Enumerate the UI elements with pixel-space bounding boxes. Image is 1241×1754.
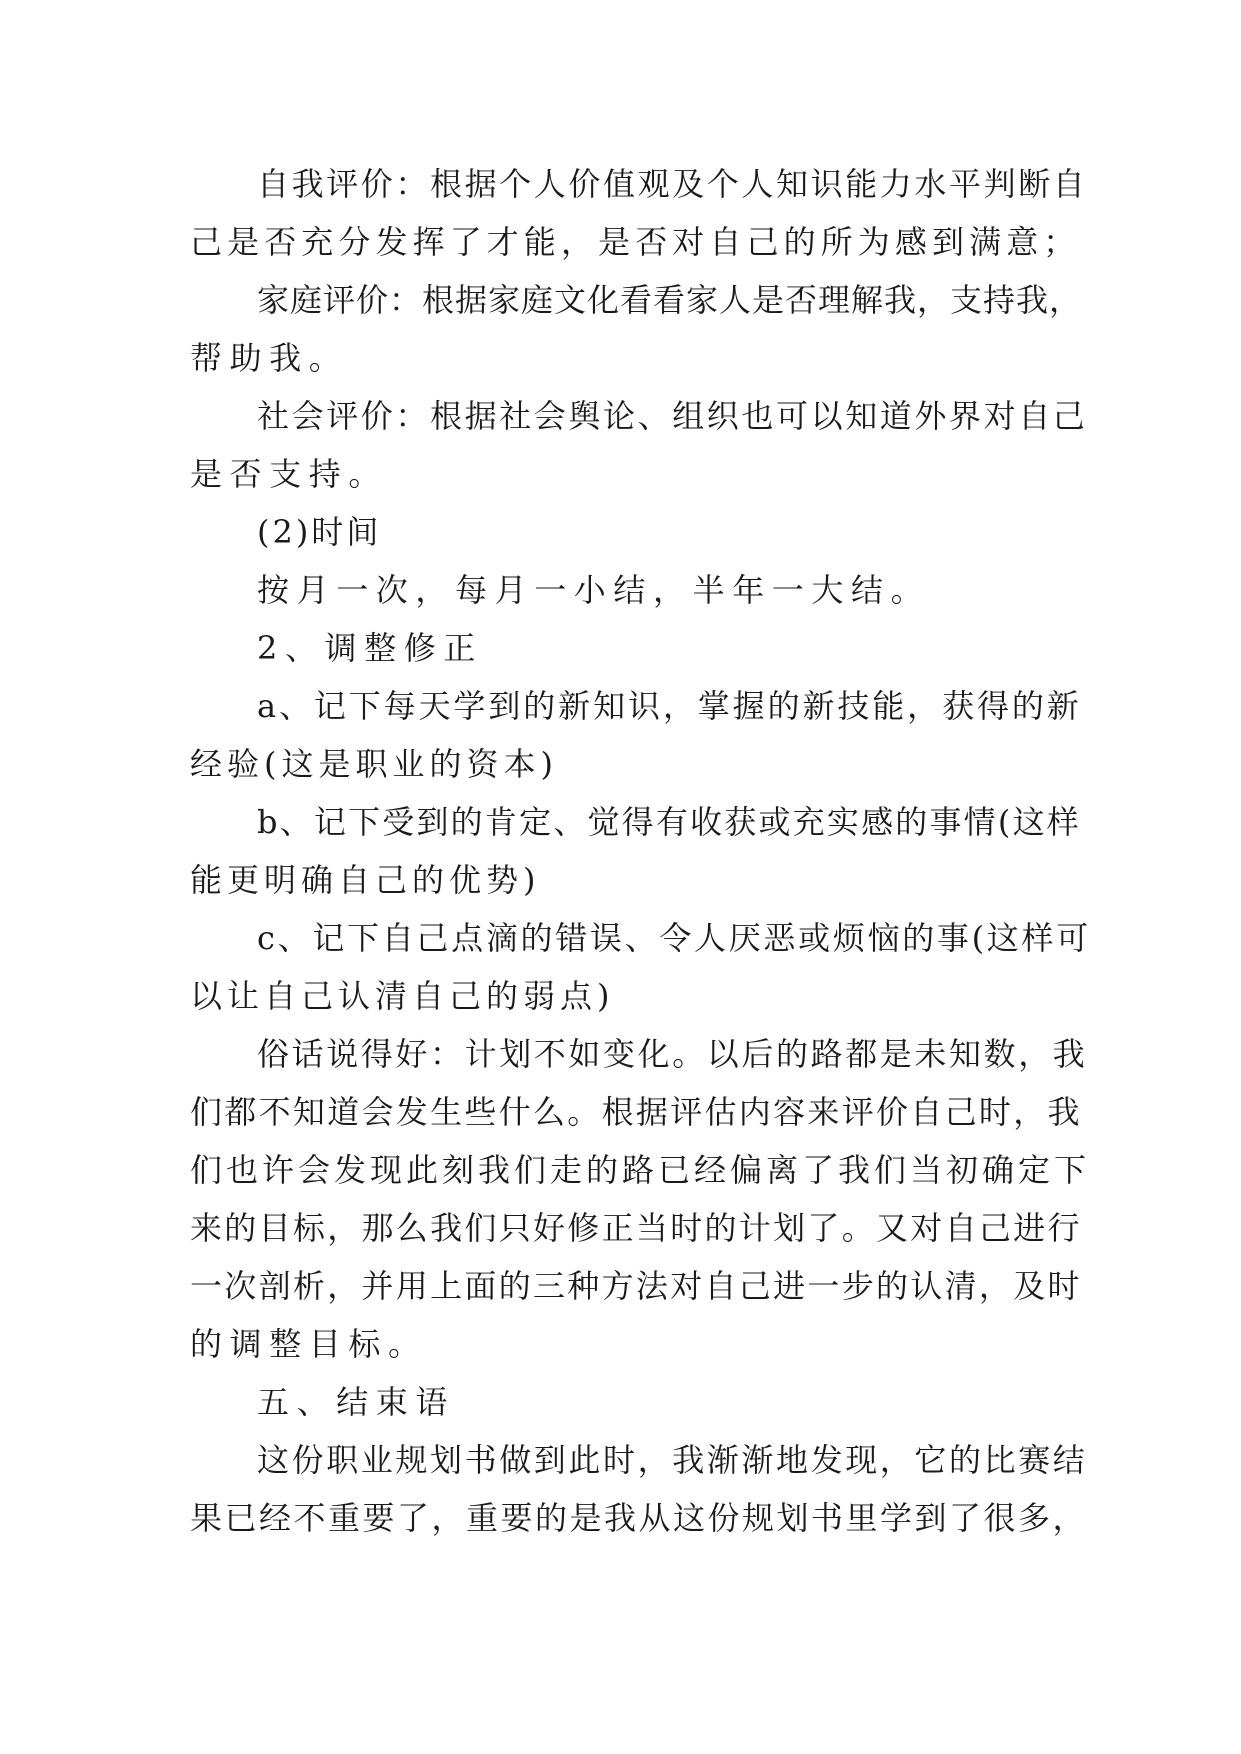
- text-line: 经验(这是职业的资本): [190, 745, 558, 783]
- text-line: 按月一次，每月一小结，半年一大结。: [257, 571, 931, 609]
- text-line: 果已经不重要了，重要的是我从这份规划书里学到了很多，: [190, 1499, 1088, 1537]
- text-line: b、记下受到的肯定、觉得有收获或充实感的事情(这样: [257, 803, 1081, 841]
- text-line: 来的目标，那么我们只好修正当时的计划了。又对自己进行: [190, 1209, 1082, 1247]
- text-line: 这份职业规划书做到此时，我渐渐地发现，它的比赛结: [257, 1441, 1088, 1479]
- text-line: 己是否充分发挥了才能，是否对自己的所为感到满意；: [190, 223, 1081, 261]
- section-heading: 五、结束语: [257, 1383, 456, 1421]
- text-line: 自我评价：根据个人价值观及个人知识能力水平判断自: [257, 165, 1088, 203]
- text-line: 帮助我。: [190, 339, 349, 377]
- text-line: 是否支持。: [190, 455, 389, 493]
- text-line: 俗话说得好：计划不如变化。以后的路都是未知数，我: [257, 1035, 1088, 1073]
- section-heading: 2、调整修正: [257, 629, 483, 667]
- text-line: 能更明确自己的优势): [190, 861, 541, 899]
- text-line: 们也许会发现此刻我们走的路已经偏离了我们当初确定下: [190, 1151, 1091, 1189]
- text-line: 一次剖析，并用上面的三种方法对自己进一步的认清，及时: [190, 1267, 1082, 1305]
- text-line: 们都不知道会发生些什么。根据评估内容来评价自己时，我: [190, 1093, 1082, 1131]
- text-line: a、记下每天学到的新知识，掌握的新技能，获得的新: [257, 687, 1082, 725]
- section-heading: (2)时间: [257, 513, 382, 551]
- text-line: 以让自己认清自己的弱点): [190, 977, 615, 1015]
- text-line: 的调整目标。: [190, 1325, 428, 1363]
- text-line: 家庭评价：根据家庭文化看看家人是否理解我，支持我，: [257, 281, 1083, 319]
- text-line: 社会评价：根据社会舆论、组织也可以知道外界对自己: [257, 397, 1088, 435]
- text-line: c、记下自己点滴的错误、令人厌恶或烦恼的事(这样可: [257, 919, 1091, 957]
